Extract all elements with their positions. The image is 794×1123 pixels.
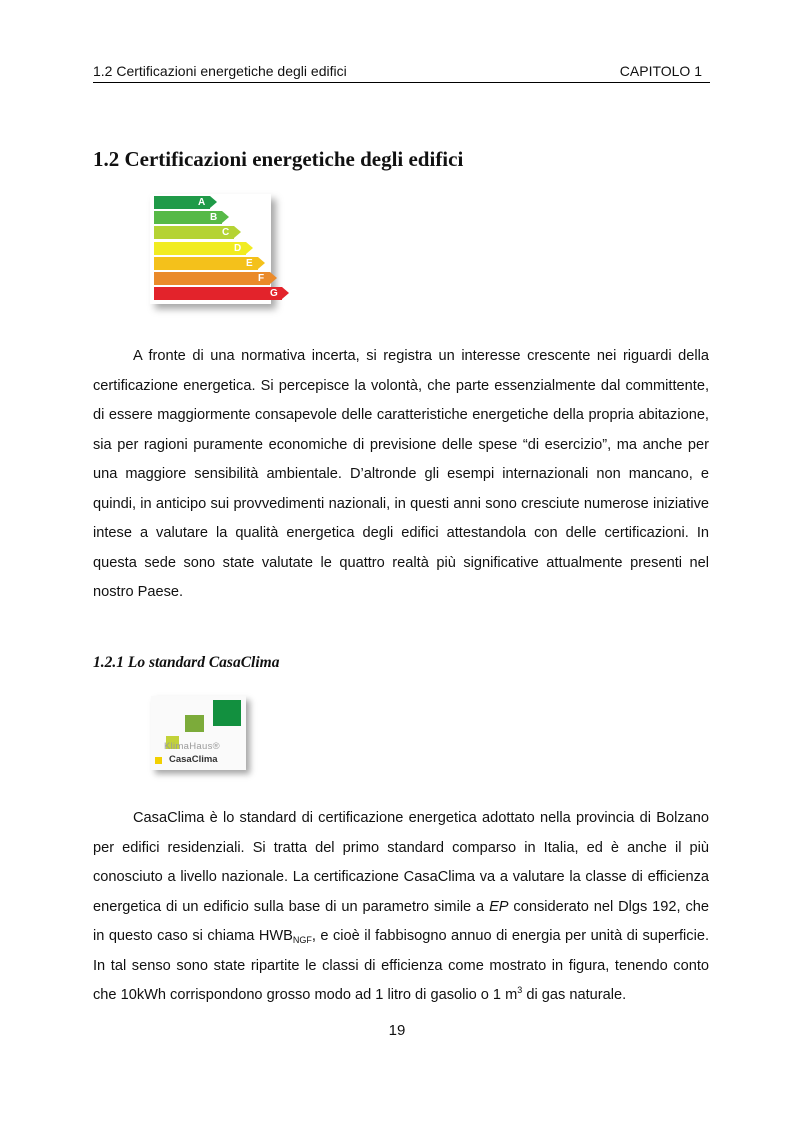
header-section-title: 1.2 Certificazioni energetiche degli edifici	[93, 63, 347, 79]
casaclima-text-2: considerato nel Dlgs 192, che in questo caso si chiama HWB	[93, 898, 709, 944]
header-chapter: CAPITOLO 1	[619, 63, 702, 79]
energy-class-letter: A	[198, 197, 206, 208]
casaclima-logo	[151, 696, 246, 770]
energy-class-letter: D	[234, 242, 242, 254]
energy-class-e	[154, 257, 265, 270]
page-number: 19	[388, 1022, 406, 1039]
logo-klimahaus-text: KlimaHaus®	[164, 741, 220, 752]
hwb-subscript: NGF	[292, 935, 312, 945]
logo-yellow-dot	[155, 757, 162, 764]
casaclima-text-4: di gas naturale.	[522, 987, 627, 1003]
energy-class-b	[154, 211, 229, 224]
ep-term: EP	[489, 898, 509, 915]
energy-class-g	[154, 287, 289, 300]
subsection-title: 1.2.1 Lo standard CasaClima	[93, 654, 280, 671]
energy-class-letter: F	[258, 273, 265, 284]
energy-class-d	[154, 242, 253, 255]
m3-superscript: 3	[517, 985, 523, 995]
casaclima-paragraph	[93, 804, 709, 1011]
logo-square-large	[213, 700, 241, 726]
logo-square-medium	[185, 715, 204, 732]
energy-class-f	[154, 272, 277, 285]
energy-class-letter: G	[270, 288, 278, 300]
running-header	[93, 62, 710, 83]
casaclima-text-1: CasaClima è lo standard di certificazione energetica adottato nella provincia di Bolzano per edifici residenziali. Si tratta del primo standard comparso in Italia, ed è anche il più conosciuto a livello nazionale. La certificazione CasaClima va a valutare la classe di efficienza energetica di un edificio sulla base di un parametro simile a	[93, 810, 709, 915]
intro-paragraph: A fronte di una normativa incerta, si registra un interesse crescente nei riguardi della certificazione energetica. Si percepisce la volontà, che parte essenzialmente dal committente, di essere maggiormente consapevole delle caratteristiche energetiche della propria abitazione, sia per ragioni puramente economiche di previsione delle spese “di esercizio”, ma anche per una maggiore sensibilità ambientale. D’altronde gli esempi internazionali non mancano, e quindi, in anticipo sui provvedimenti nazionali, in questi anni sono cresciute numerose iniziative intese a valutare la qualità energetica degli edifici attestandola con delle certificazioni. In questa sede sono state valutate le quattro realtà più significative attualmente presenti nel nostro Paese.	[93, 348, 709, 600]
casaclima-text-3: , e cioè il fabbisogno annuo di energia per unità di superficie. In tal senso sono state ripartite le classi di efficienza come mostrato in figura, tenendo conto che 10kWh corrispondono grosso modo ad 1 litro di gasolio o 1 m	[93, 928, 709, 1003]
energy-class-letter: C	[222, 227, 230, 239]
energy-class-letter: B	[210, 212, 218, 224]
logo-casaclima-text: CasaClima	[169, 754, 218, 765]
energy-class-c	[154, 226, 241, 239]
energy-class-letter: E	[246, 257, 253, 269]
energy-class-a	[154, 196, 217, 209]
section-title: 1.2 Certificazioni energetiche degli edifici	[93, 147, 464, 171]
energy-class-label-figure	[150, 194, 278, 304]
